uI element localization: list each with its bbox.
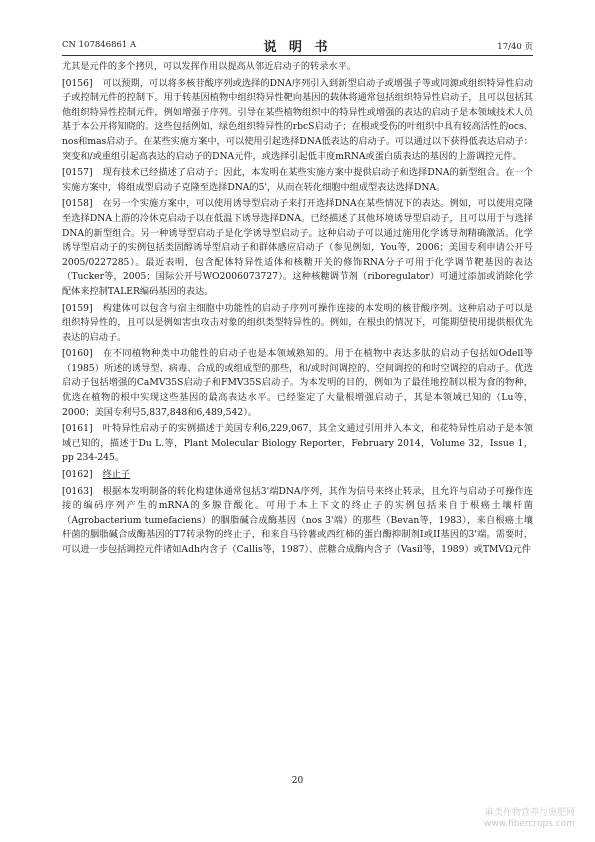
site-watermark (484, 808, 575, 830)
paragraph-text: 根据本发明制备的转化构建体通常包括3'端DNA序列，其作为信号来终止转录，且允许与启动子可操作连接的编码序列产生的mRNA的多腺苷酸化。可用于本上下文的终止子的实例包括来自于根癌土壤杆菌（Agrobacterium tumefaciens）的胭脂碱合成酶基因（nos 3'端）的那些（Bevan等，1983），来自根癌土壤杆菌的胭脂碱合成酶基因的T7转录物的终止子，和来自马铃薯或西红柿的蛋白酶抑制剂I或II基因的3'端。需要时，可以进一步包括调控元件诸如Adh内含子（Callis等，1987）、蔗糖合成酶内含子（Vasil等，1989）或TMVΩ元件 (62, 485, 533, 555)
section-title: 说 明 书 (263, 40, 332, 55)
paragraph (62, 468, 533, 483)
watermark-line-1: 麻类作物营养与施肥网 (484, 808, 575, 818)
paragraph (62, 77, 533, 165)
document-body (62, 60, 533, 560)
paragraph-number: [0163] (62, 485, 93, 497)
paragraph-number: [0157] (62, 167, 93, 179)
page-number: 20 (291, 776, 304, 786)
paragraph-number: [0160] (62, 348, 93, 360)
paragraph (62, 60, 533, 75)
section-heading: 终止子 (102, 469, 131, 481)
paragraph-text: 现有技术已经描述了启动子；因此，本发明在某些实施方案中提供启动子和选择DNA的新型组合。在一个实施方案中，将组成型启动子克隆至选择DNA的5'，从而在转化细胞中组成型表达选择DNA。 (62, 167, 533, 193)
paragraph (62, 166, 533, 195)
paragraph-text: 叶特异性启动子的实例描述于美国专利6,229,067，其全文通过引用并入本文，和花特异性启动子是本领域已知的，描述于Du L.等，Plant Molecular Biology Reporter，February 2014，Volume 32，Issue 1，pp 234-245。 (62, 423, 533, 464)
paragraph-number: [0161] (62, 423, 93, 435)
paragraph-text: 尤其是元件的多个拷贝，可以发挥作用以提高从邻近启动子的转录水平。 (62, 61, 356, 72)
paragraph-text: 在不同植物种类中功能性的启动子也是本领域熟知的。用于在植物中表达多肽的启动子包括如Odell等（1985）所述的诱导型、病毒、合成的或组成型的那些，和/或时间调控的、空间调控的和时空调控的启动子。优选启动子包括增强的CaMV35S启动子和FMV35S启动子。为本发明的目的，例如为了最佳地控制以根为食的物种，优选在植物的根中实现这些基因的最高表达水平。已经鉴定了大量根增强启动子，其是本领域已知的（Lu等，2000；美国专利号5,837,848和6,489,542）。 (62, 348, 533, 418)
paragraph (62, 485, 533, 558)
paragraph-number: [0158] (62, 198, 93, 210)
paragraph (62, 197, 533, 299)
document-number: CN 107846861 A (62, 40, 137, 50)
paragraph (62, 422, 533, 466)
paragraph-number: [0159] (62, 302, 93, 314)
header-divider (62, 55, 533, 56)
page-header (62, 36, 533, 54)
paragraph (62, 302, 533, 346)
paragraph-text: 构建体可以包含与宿主细胞中功能性的启动子序列可操作连接的本发明的核苷酸序列。这种启动子可以是组织特异性的，且可以是例如害虫攻击对象的组织类型特异性的。例如，在根虫的情况下，可能期望使用提供根优先表达的启动子。 (62, 302, 533, 343)
watermark-line-2: www.fibercrops.com (484, 819, 575, 829)
paragraph-number: [0156] (62, 77, 93, 89)
paragraph-number: [0162] (62, 469, 93, 481)
page-count: 17/40 页 (497, 42, 533, 52)
paragraph (62, 347, 533, 420)
paragraph-text: 在另一个实施方案中，可以使用诱导型启动子来打开选择DNA在某些情况下的表达。例如，可以使用克隆至选择DNA上游的冷休克启动子以在低温下诱导选择DNA。已经描述了其他环境诱导型启动子，且可以用于与选择DNA的新型组合。另一种诱导型启动子是化学诱导型启动子。这种启动子可以通过施用化学诱导剂精确激活。化学诱导型启动子的实例包括类固醇诱导型启动子和群体感应启动子（参见例如，You等，2006；美国专利申请公开号2005/0227285）。最近表明，包含配体特异性适体和核糖开关的修饰RNA分子可用于化学调节靶基因的表达（Tucker等，2005；国际公开号WO2006073727）。这种核糖调节剂（riboregulator）可通过添加或消除化学配体来控制TALER编码基因的表达。 (62, 198, 533, 297)
paragraph-text: 可以预期，可以将多核苷酸序列或选择的DNA序列引入到新型启动子或增强子等或同源或组织特异性启动子或控制元件的控制下。用于转基因植物中组织特异性靶向基因的载体将通常包括组织特异性启动子，且可以包括其他组织特异性控制元件，例如增强子序列。引导在某些植物组织中的特异性或增强的表达的启动子是本领域技术人员基于本公开将知晓的。这些包括例如，绿色组织特异性的rbcS启动子；在根或受伤的叶组织中具有较高活性的ocs、nos和mas启动子。在某些实施方案中，可以使用引起选择DNA低表达的启动子。可以通过以下获得低表达启动子：突变和/或重组引起高表达的启动子的DNA元件，或选择引起低丰度mRNA或蛋白质表达的基因的上游调控元件。 (62, 77, 533, 162)
